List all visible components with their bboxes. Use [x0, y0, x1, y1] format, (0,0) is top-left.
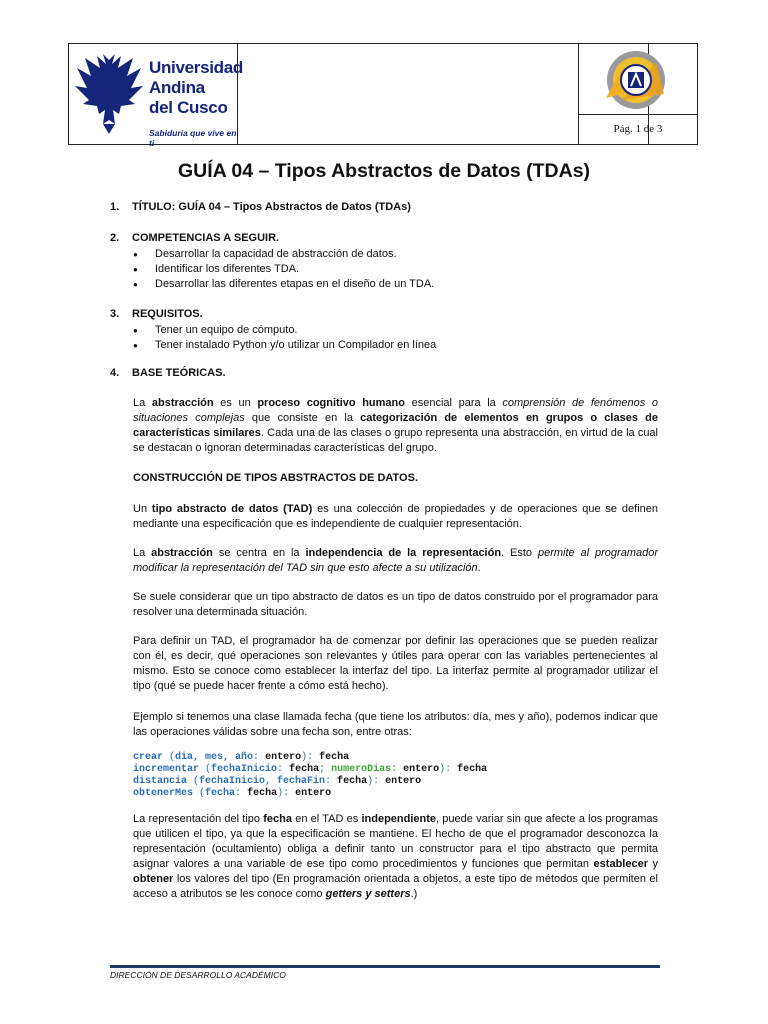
code-token: fecha	[337, 776, 368, 787]
code-line	[133, 788, 487, 800]
emphasis-text: establecer	[593, 858, 648, 870]
emphasis-text: tipo abstracto de datos (TAD)	[151, 503, 313, 515]
competencias-list	[133, 247, 434, 292]
text-run: y	[647, 858, 658, 870]
code-line	[133, 752, 487, 764]
code-token: crear	[133, 752, 164, 763]
page-number: Pág. 1 de 3	[579, 114, 697, 144]
emphasis-text: abstracción	[151, 397, 214, 409]
code-token: ):	[301, 752, 320, 763]
paragraph-representacion	[133, 812, 658, 902]
document-header	[68, 43, 698, 148]
code-token: entero	[403, 764, 440, 775]
text-run: se centra en la	[212, 547, 306, 559]
emphasis-text: fecha	[263, 813, 293, 825]
list-item: ● Desarrollar la capacidad de abstracción de datos.	[133, 247, 434, 262]
emphasis-text: obtener	[133, 873, 174, 885]
section-number: 1.	[110, 201, 120, 213]
emphasis-text: independencia de la representación	[305, 547, 502, 559]
text-run: los valores del tipo (En programación orientada a objetos, a este tipo de métodos que permiten el acceso a atributos se les conoce como	[133, 873, 658, 900]
code-token: fecha	[289, 764, 320, 775]
text-run: , puede variar sin que afecte a los programas que utilicen el tipo, ya que la especificación se mantiene. El hecho de que el programador desconozca la representación (ocultamiento) obliga a definir tanto un constructor para el tipo abstracto que permita asignar valores a una variable de ese tipo como procedimientos y funciones que permitan	[133, 813, 658, 870]
text-run: . Esto	[501, 547, 538, 559]
section-4-heading	[110, 367, 226, 379]
code-token: ):	[439, 764, 458, 775]
emphasis-text: permite al programador modificar la representación del TAD sin que esto afecte a su utilización	[133, 547, 658, 574]
university-name-line-3: del Cusco	[149, 98, 228, 117]
section-label: BASE TEÓRICAS.	[132, 367, 226, 379]
code-token: numeroDias	[331, 764, 392, 775]
emphasis-text: proceso cognitivo humano	[257, 397, 405, 409]
code-token: (	[193, 788, 206, 799]
code-token: (	[187, 776, 200, 787]
section-number: 2.	[110, 232, 120, 244]
section-number: 4.	[110, 367, 120, 379]
university-logo-block	[69, 44, 244, 148]
code-block	[133, 752, 487, 800]
code-token: fecha	[457, 764, 488, 775]
section-number: 3.	[110, 308, 120, 320]
text-run: . Cada una de las clases o grupo representa una abstracción, en virtud de la cual se destacan o ignoran determinadas características del grupo.	[133, 427, 658, 454]
list-item: ● Tener instalado Python y/o utilizar un Compilador en línea	[133, 338, 436, 353]
subheading-construccion: CONSTRUCCIÓN DE TIPOS ABSTRACTOS DE DATOS.	[133, 472, 419, 484]
code-token: incrementar	[133, 764, 200, 775]
paragraph-independencia	[133, 546, 658, 576]
engineering-seal-icon	[594, 48, 674, 112]
code-token: ):	[277, 788, 296, 799]
list-item: ● Identificar los diferentes TDA.	[133, 262, 434, 277]
text-run: que consiste en la	[244, 412, 361, 424]
document-title: GUÍA 04 – Tipos Abstractos de Datos (TDAs)	[177, 160, 591, 182]
code-token: :	[277, 764, 290, 775]
section-3-heading	[110, 308, 203, 320]
emphasis-text: abstracción	[151, 547, 213, 559]
code-token: entero	[295, 788, 332, 799]
section-label: REQUISITOS.	[132, 308, 203, 320]
code-token: (	[163, 752, 176, 763]
list-item: ● Tener un equipo de cómputo.	[133, 323, 436, 338]
section-label: COMPETENCIAS A SEGUIR.	[132, 232, 280, 244]
university-name-line-1: Universidad	[149, 58, 244, 77]
section-label: TÍTULO: GUÍA 04 – Tipos Abstractos de Datos (TDAs)	[132, 201, 411, 213]
code-token: :	[235, 788, 248, 799]
paragraph-abstraccion	[133, 396, 658, 456]
code-token: (	[199, 764, 212, 775]
text-run: es una colección de propiedades y de operaciones que se definen mediante una especificación que es independiente de cualquier representación.	[133, 503, 658, 530]
text-run: .	[477, 562, 481, 574]
emphasis-text: independiente	[361, 813, 437, 825]
code-token: distancia	[133, 776, 188, 787]
text-run: .)	[410, 888, 418, 900]
code-token: fechaInicio	[211, 764, 278, 775]
code-line	[133, 776, 487, 788]
code-token: entero	[265, 752, 302, 763]
footer-rule	[110, 965, 660, 968]
eagle-logo-icon	[73, 50, 145, 138]
list-item: ● Desarrollar las diferentes etapas en el diseño de un TDA.	[133, 277, 434, 292]
section-1-heading	[110, 201, 411, 213]
code-token: obtenerMes	[133, 788, 194, 799]
code-line	[133, 764, 487, 776]
code-token: fecha	[247, 788, 278, 799]
text-run: La	[133, 547, 152, 559]
code-token: entero	[385, 776, 422, 787]
paragraph-interfaz: Para definir un TAD, el programador ha de comenzar por definir las operaciones que se pueden realizar con él, es decir, qué operaciones son relevantes y útiles para operar con las variables pertenecientes al mismo. Esto se conoce como establecer la interfaz del tipo. La interfaz permite al programador utilizar el tipo (qué se puede hacer frente a cómo está hecho).	[133, 635, 658, 692]
code-token: ;	[319, 764, 332, 775]
code-token: fechaInicio, fechaFin	[199, 776, 326, 787]
text-run: La	[133, 397, 152, 409]
emphasis-text: categorización de elementos en grupos o clases de características similares	[133, 412, 658, 439]
paragraph-tad-definition	[133, 502, 658, 532]
code-token: :	[391, 764, 404, 775]
footer-department: DIRECCIÓN DE DESARROLLO ACADÉMICO	[110, 970, 286, 980]
emphasis-text: comprensión de fenómenos o situaciones complejas	[133, 397, 658, 424]
university-name	[149, 58, 243, 118]
code-token: dia, mes, año	[175, 752, 254, 763]
university-name-line-2: Andina	[149, 78, 205, 97]
text-run: en el TAD es	[292, 813, 362, 825]
text-run: es un	[213, 397, 258, 409]
paragraph-ejemplo-fecha: Ejemplo si tenemos una clase llamada fecha (que tiene los atributos: día, mes y año), podemos indicar que las operaciones válidas sobre una fecha son, entre otras:	[133, 711, 658, 738]
paragraph-tipo-construido: Se suele considerar que un tipo abstracto de datos es un tipo de datos construido por el programador para resolver una determinada situación.	[133, 591, 658, 618]
text-run: La representación del tipo	[133, 813, 264, 825]
university-slogan: Sabiduría que vive en ti	[149, 128, 237, 148]
code-token: fecha	[205, 788, 236, 799]
requisitos-list	[133, 323, 436, 353]
text-run: esencial para la	[405, 397, 503, 409]
code-token: :	[325, 776, 338, 787]
code-token: ):	[367, 776, 386, 787]
section-2-heading	[110, 232, 279, 244]
code-token: :	[253, 752, 266, 763]
emphasis-text: getters y setters	[325, 888, 411, 900]
text-run: Un	[133, 503, 152, 515]
code-token: fecha	[319, 752, 350, 763]
